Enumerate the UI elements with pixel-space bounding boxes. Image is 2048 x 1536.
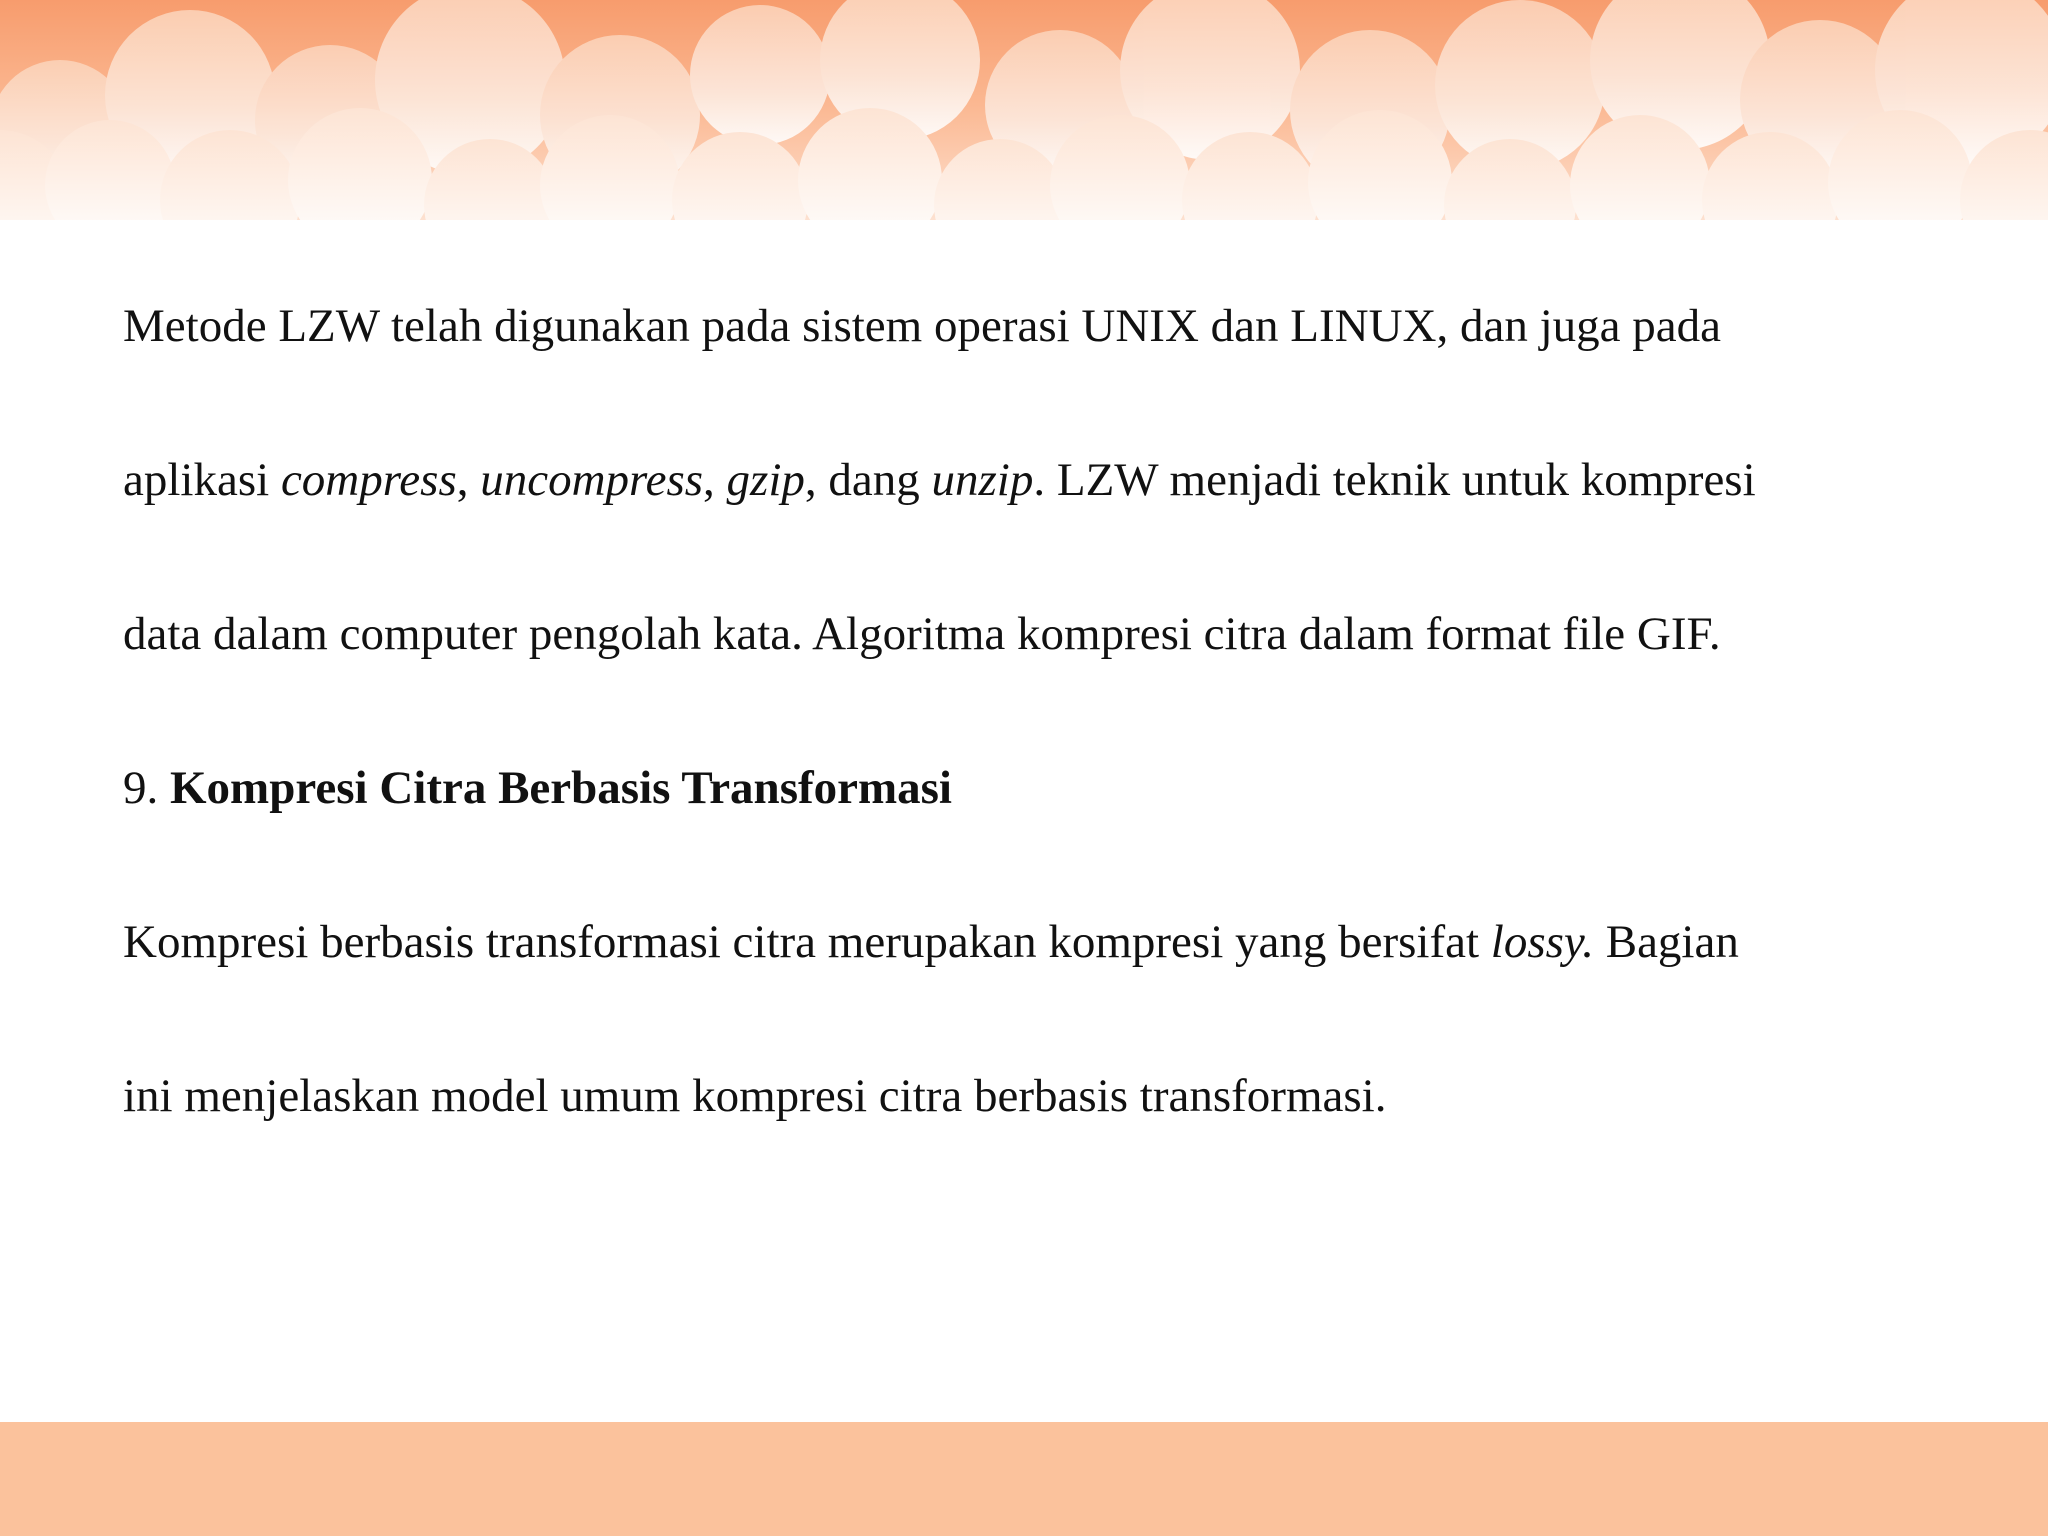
italic-term-compress: compress bbox=[280, 454, 457, 506]
italic-term-unzip: unzip bbox=[931, 454, 1034, 506]
italic-term-uncompress: uncompress bbox=[480, 454, 704, 506]
paragraph-1-line-1 bbox=[123, 296, 1721, 356]
section-heading bbox=[123, 758, 952, 818]
cloud-header-background bbox=[0, 0, 2048, 300]
paragraph-2-line-1 bbox=[123, 912, 1739, 972]
text-segment: Kompresi berbasis transformasi citra merupakan kompresi yang bersifat bbox=[123, 916, 1491, 968]
paragraph-2-line-2 bbox=[123, 1066, 1386, 1126]
section-title: Kompresi Citra Berbasis Transformasi bbox=[170, 762, 952, 814]
text-segment: Bagian bbox=[1593, 916, 1739, 968]
text-segment: aplikasi bbox=[123, 454, 281, 506]
text-segment: , bbox=[456, 454, 481, 506]
italic-term-gzip: gzip bbox=[726, 454, 805, 506]
section-number: 9. bbox=[123, 762, 170, 814]
italic-term-lossy: lossy. bbox=[1490, 916, 1594, 968]
paragraph-1-line-3-text: data dalam computer pengolah kata. Algoritma kompresi citra dalam format file GIF. bbox=[123, 608, 1721, 660]
text-segment: , dang bbox=[804, 454, 932, 506]
footer-band bbox=[0, 1422, 2048, 1536]
paragraph-2-line-2-text: ini menjelaskan model umum kompresi citra berbasis transformasi. bbox=[123, 1070, 1387, 1122]
text-segment: . LZW menjadi teknik untuk kompresi bbox=[1033, 454, 1756, 506]
text-segment: , bbox=[703, 454, 727, 506]
paragraph-1-line-3 bbox=[123, 604, 1721, 664]
paragraph-1-line-2 bbox=[123, 450, 1756, 510]
paragraph-1-line-1-text: Metode LZW telah digunakan pada sistem operasi UNIX dan LINUX, dan juga pada bbox=[123, 300, 1721, 352]
